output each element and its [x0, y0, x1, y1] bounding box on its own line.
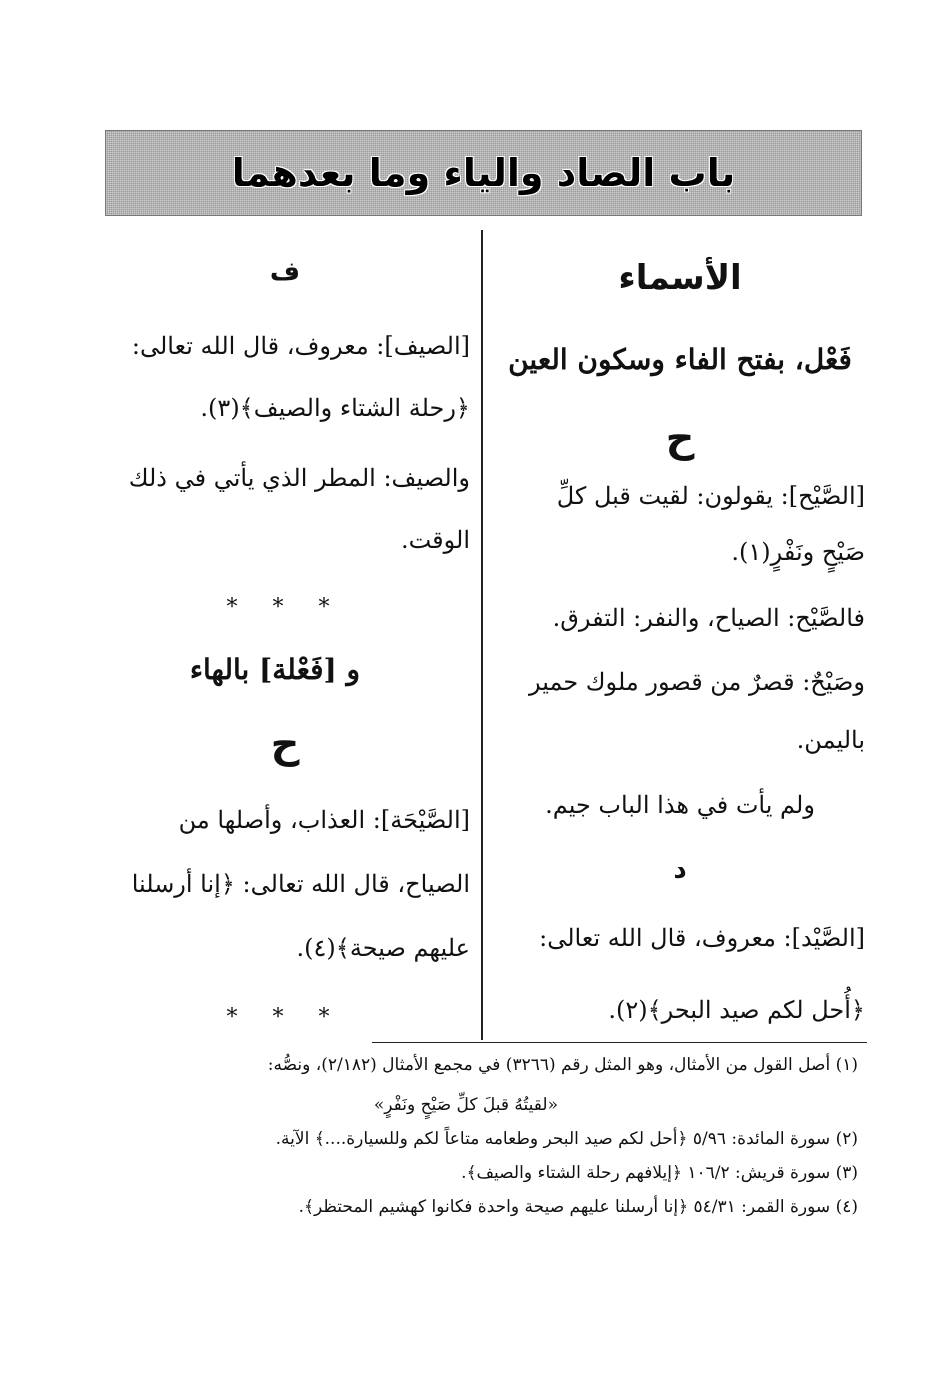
letter-heading-ha-2: ح [270, 721, 300, 767]
letter-heading-fa: ف [269, 257, 301, 287]
entry-sayh-line1: [الصَّيْح]: يقولون: لقيت قبل كلِّ [556, 482, 865, 510]
letter-heading-dal: د [673, 855, 687, 885]
no-jim-note: ولم يأت في هذا الباب جيم. [545, 791, 815, 819]
entry-sayha-line1: [الصَّيْحَة]: العذاب، وأصلها من [178, 806, 470, 834]
footnote-2: (٢) سورة المائدة: ٥/٩٦ ﴿أحل لكم صيد البحر وطعامه متاعاً لكم وللسيارة....﴾ الآية. [275, 1129, 858, 1149]
pattern-heading-faala: و [فَعْلة] بالهاء [189, 653, 360, 686]
column-divider [481, 230, 483, 1040]
footnote-rule [372, 1042, 867, 1043]
entry-sayh-line2: صَيْحٍ ونَفْرٍ(١). [731, 538, 865, 566]
chapter-header-banner [105, 130, 862, 216]
entry-sayd-line1: [الصَّيْد]: معروف، قال الله تعالى: [539, 924, 865, 952]
entry-sayh-definition: فالصَّيْح: الصياح، والنفر: التفرق. [552, 604, 865, 632]
entry-sayh-palace-line1: وصَيْحٌ: قصرٌ من قصور ملوك حمير [528, 668, 865, 696]
letter-heading-ha: ح [665, 415, 695, 461]
footnote-3: (٣) سورة قريش: ١٠٦/٢ ﴿إيلافهم رحلة الشتاء والصيف﴾. [461, 1163, 858, 1183]
chapter-title: باب الصاد والياء وما بعدهما [231, 151, 736, 195]
entry-sayha-line3: عليهم صيحة﴾(٤). [296, 934, 470, 962]
entry-sayf-line1: [الصيف]: معروف، قال الله تعالى: [131, 332, 470, 360]
pattern-heading: فَعْل، بفتح الفاء وسكون العين [508, 343, 852, 376]
separator-stars-1: * * * [226, 595, 344, 620]
entry-sayh-palace-line2: باليمن. [796, 726, 865, 754]
footnote-1: (١) أصل القول من الأمثال، وهو المثل رقم (٣٢٦٦) في مجمع الأمثال (٢/١٨٢)، ونصُّه: [267, 1055, 858, 1075]
entry-sayf-line2: ﴿رحلة الشتاء والصيف﴾(٣). [200, 394, 470, 422]
entry-sayf-rain-line2: الوقت. [400, 526, 470, 554]
separator-stars-2: * * * [226, 1005, 344, 1030]
entry-sayf-rain-line1: والصيف: المطر الذي يأتي في ذلك [128, 464, 470, 492]
entry-sayd-line2: ﴿أُحل لكم صيد البحر﴾(٢). [608, 996, 865, 1024]
entry-sayha-line2: الصياح، قال الله تعالى: ﴿إنا أرسلنا [131, 870, 470, 898]
footnote-1-proverb: «لقيتُهُ قبلَ كلِّ صَيْحٍ ونَفْرٍ» [373, 1095, 558, 1115]
section-title: الأسماء [618, 258, 742, 298]
footnote-4: (٤) سورة القمر: ٥٤/٣١ ﴿إنا أرسلنا عليهم صيحة واحدة فكانوا كهشيم المحتظر﴾. [298, 1197, 858, 1217]
